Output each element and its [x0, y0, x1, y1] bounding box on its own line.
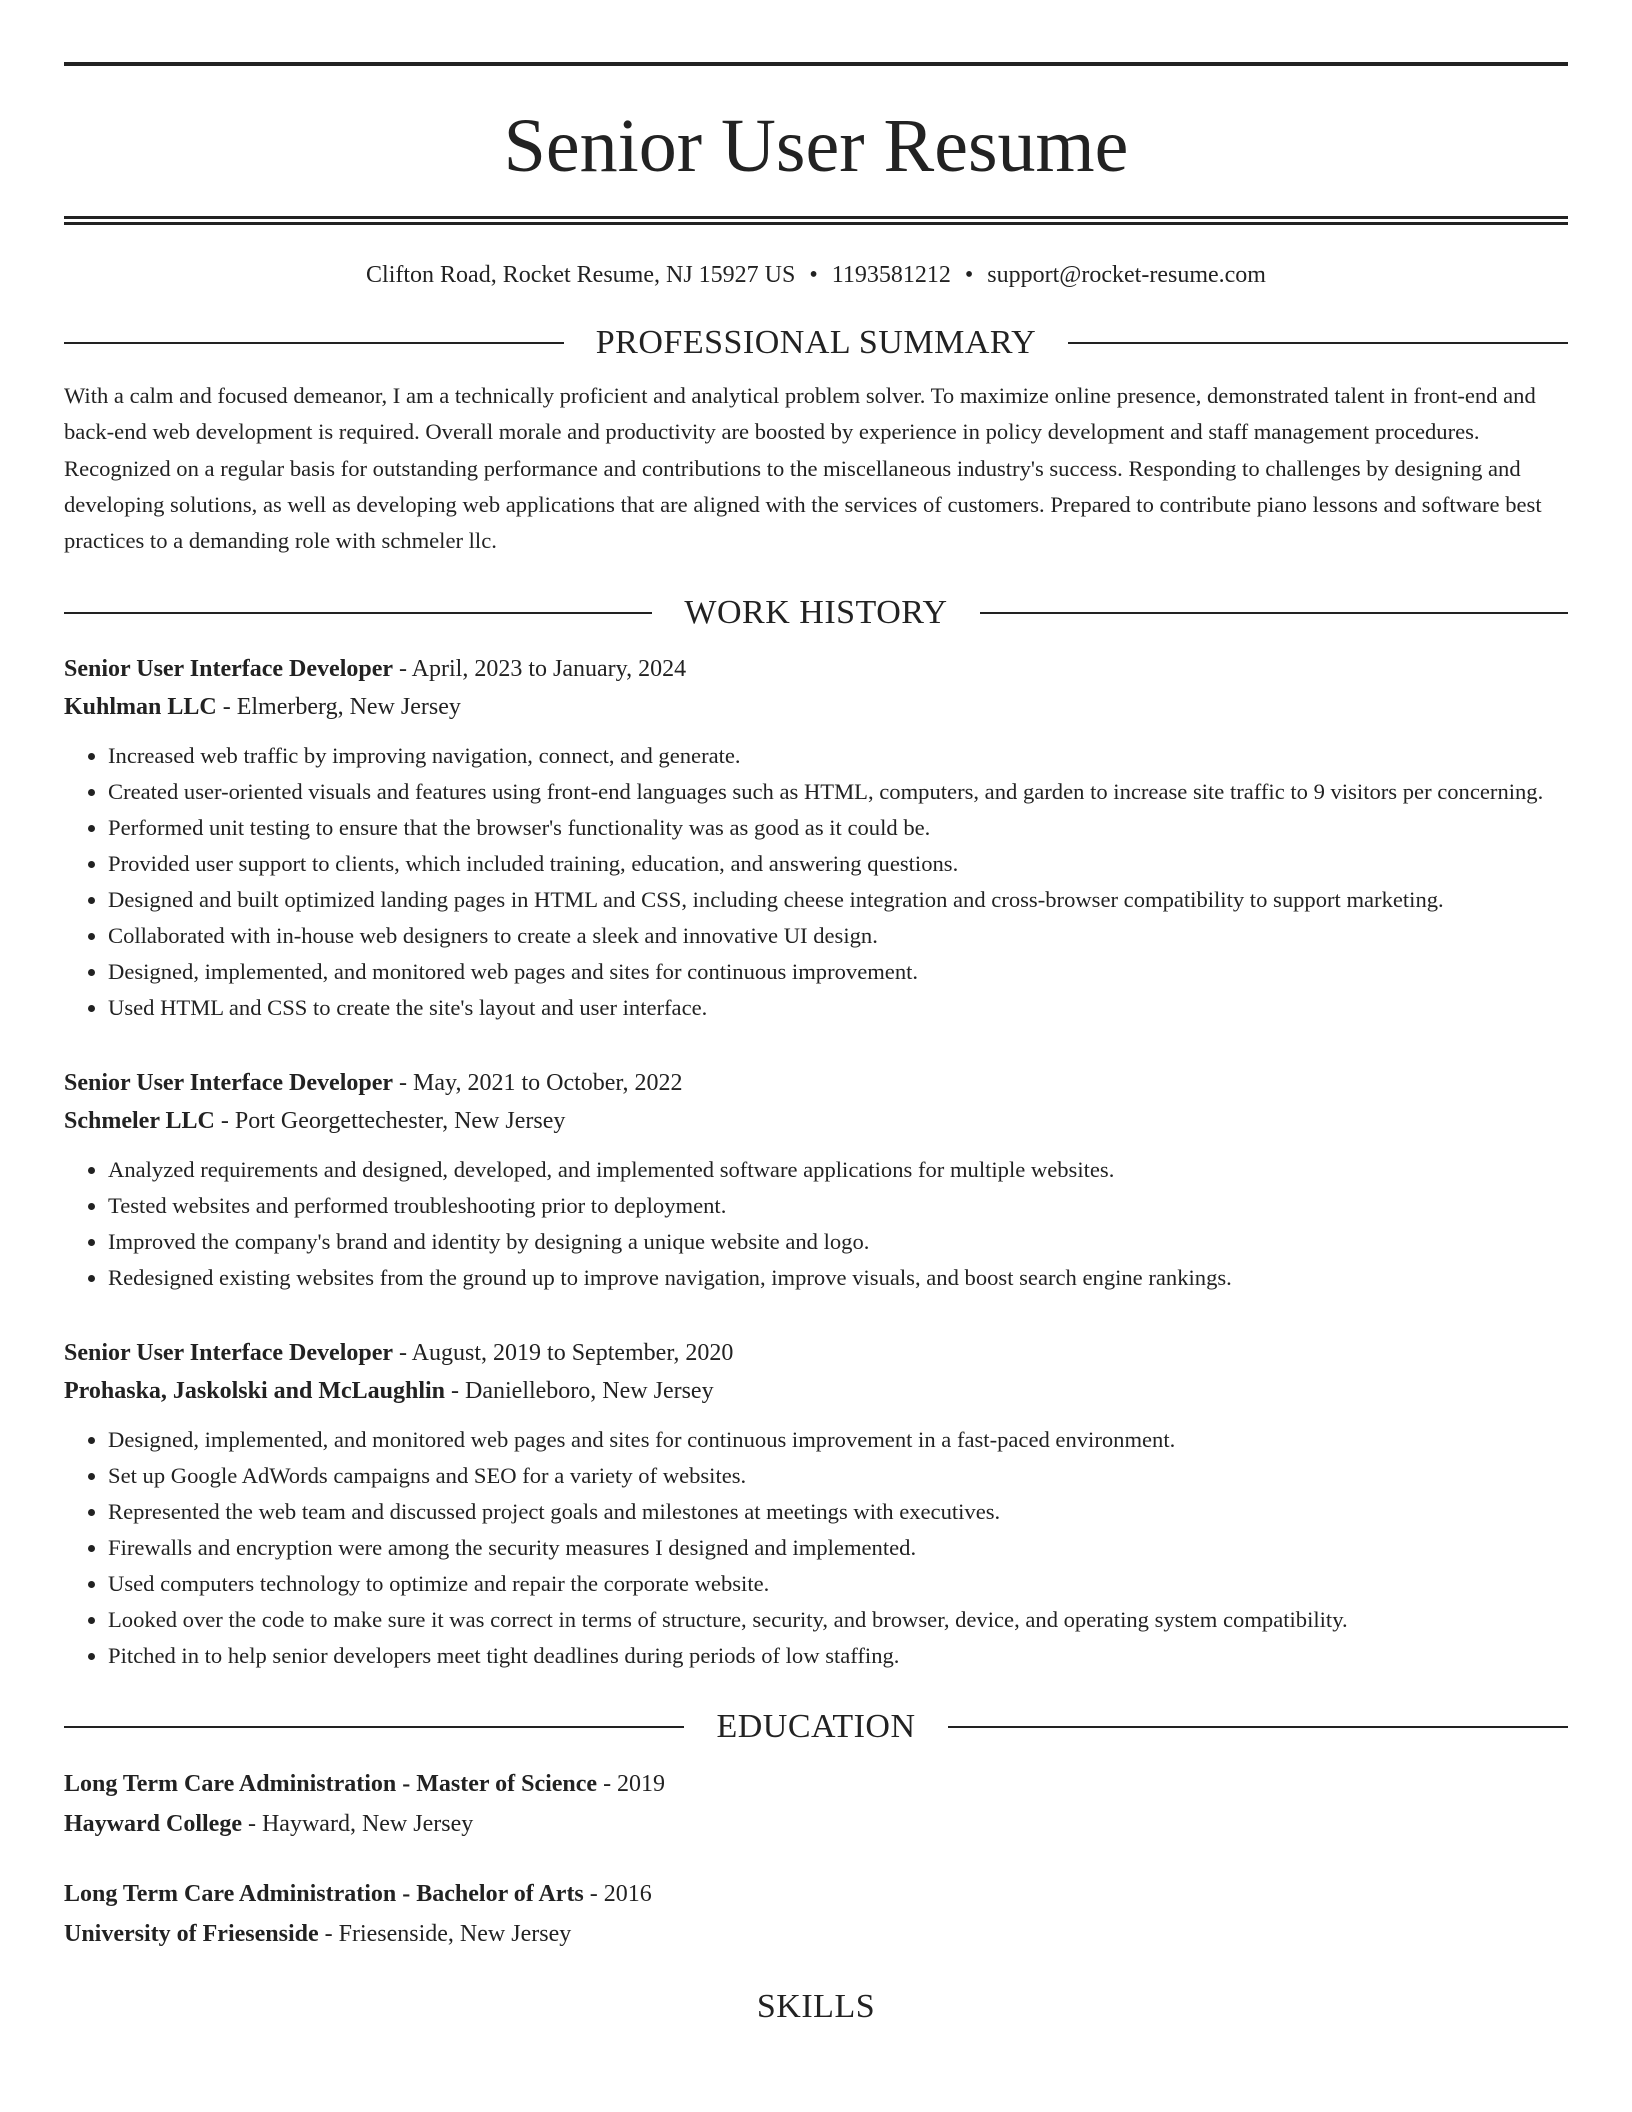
job-title-line [64, 1064, 1568, 1102]
skills-heading-label: SKILLS [756, 1987, 876, 2025]
job-location: - Elmerberg, New Jersey [216, 693, 461, 720]
heading-rule-left [64, 612, 652, 614]
education-degree: Long Term Care Administration - Master of Science [64, 1770, 598, 1797]
education-location: - Hayward, New Jersey [241, 1810, 474, 1837]
name-double-rule [64, 216, 1568, 225]
job-bullet: • Created user-oriented visuals and features using front-end languages such as HTML, computers, and garden to increase site traffic to 9 visitors per concerning. [108, 774, 1568, 810]
contact-line [64, 261, 1568, 290]
education-entry [64, 1874, 1568, 1954]
education-school: Hayward College [64, 1810, 242, 1837]
education-school-line [64, 1914, 1568, 1954]
job-bullet: • Pitched in to help senior developers meet tight deadlines during periods of low staffing. [108, 1638, 1568, 1674]
contact-address: Clifton Road, Rocket Resume, NJ 15927 US [366, 262, 796, 288]
education-heading-label: EDUCATION [716, 1707, 916, 1745]
job-bullet: • Increased web traffic by improving navigation, connect, and generate. [108, 738, 1568, 774]
job-dates: - August, 2019 to September, 2020 [393, 1339, 734, 1366]
job-bullet: • Redesigned existing websites from the ground up to improve navigation, improve visuals, and boost search engine rankings. [108, 1260, 1568, 1296]
job-bullets [64, 738, 1568, 1026]
job-title-line [64, 650, 1568, 688]
job-entry [64, 1334, 1568, 1674]
summary-text: With a calm and focused demeanor, I am a technically proficient and analytical problem solver. To maximize online presence, demonstrated talent in front-end and back-end web development is required. Overall morale and productivity are boosted by experience in policy development and staff management procedures. Recognized on a regular basis for outstanding performance and contributions to the miscellaneous industry's success. Responding to challenges by designing and developing solutions, as well as developing web applications that are aligned with the services of customers. Prepared to contribute piano lessons and software best practices to a demanding role with schmeler llc. [64, 382, 1542, 554]
job-company: Kuhlman LLC [64, 693, 217, 720]
job-bullet: • Tested websites and performed troubleshooting prior to deployment. [108, 1188, 1568, 1224]
job-location: - Danielleboro, New Jersey [445, 1377, 714, 1404]
heading-rule-left [64, 1726, 684, 1728]
job-bullet: • Improved the company's brand and identity by designing a unique website and logo. [108, 1224, 1568, 1260]
education-year: - 2016 [583, 1880, 652, 1907]
job-bullet: • Designed, implemented, and monitored web pages and sites for continuous improvement in a fast-paced environment. [108, 1422, 1568, 1458]
job-bullet: • Used computers technology to optimize and repair the corporate website. [108, 1566, 1568, 1602]
job-bullet: • Performed unit testing to ensure that the browser's functionality was as good as it could be. [108, 810, 1568, 846]
education-school: University of Friesenside [64, 1920, 319, 1947]
work-history-heading-label: WORK HISTORY [684, 593, 948, 631]
job-bullets [64, 1152, 1568, 1296]
job-company: Schmeler LLC [64, 1107, 215, 1134]
job-dates: - May, 2021 to October, 2022 [393, 1069, 683, 1096]
job-bullet: • Designed and built optimized landing pages in HTML and CSS, including cheese integration and cross-browser compatibility to support marketing. [108, 882, 1568, 918]
job-entry [64, 1064, 1568, 1296]
job-company-line [64, 1372, 1568, 1410]
job-title: Senior User Interface Developer [64, 1069, 394, 1096]
education-year: - 2019 [597, 1770, 666, 1797]
education-location: - Friesenside, New Jersey [318, 1920, 572, 1947]
job-company: Prohaska, Jaskolski and McLaughlin [64, 1377, 446, 1404]
job-dates: - April, 2023 to January, 2024 [393, 655, 687, 682]
summary-heading-label: PROFESSIONAL SUMMARY [595, 323, 1037, 361]
education-degree: Long Term Care Administration - Bachelor of Arts [64, 1880, 584, 1907]
job-company-line [64, 1102, 1568, 1140]
contact-separator: • [809, 262, 818, 288]
education-heading [64, 1707, 1568, 1745]
contact-phone: 1193581212 [831, 262, 951, 288]
job-title-line [64, 1334, 1568, 1372]
job-bullet: • Used HTML and CSS to create the site's layout and user interface. [108, 990, 1568, 1026]
heading-rule-right [980, 612, 1568, 614]
job-location: - Port Georgettechester, New Jersey [214, 1107, 566, 1134]
resume-name: Senior User Resume [503, 104, 1129, 188]
job-bullets [64, 1422, 1568, 1674]
job-entry [64, 650, 1568, 1026]
job-bullet: • Set up Google AdWords campaigns and SEO for a variety of websites. [108, 1458, 1568, 1494]
education-school-line [64, 1804, 1568, 1844]
education-degree-line [64, 1874, 1568, 1914]
job-title: Senior User Interface Developer [64, 655, 394, 682]
education-degree-line [64, 1764, 1568, 1804]
work-history-heading [64, 593, 1568, 631]
top-rule [64, 62, 1568, 66]
heading-rule-right [1068, 342, 1568, 344]
education-entry [64, 1764, 1568, 1844]
summary-heading [64, 323, 1568, 361]
job-title: Senior User Interface Developer [64, 1339, 394, 1366]
contact-separator: • [964, 262, 974, 288]
heading-rule-right [948, 1726, 1568, 1728]
job-bullet: • Analyzed requirements and designed, developed, and implemented software applications for multiple websites. [108, 1152, 1568, 1188]
job-bullet: • Designed, implemented, and monitored web pages and sites for continuous improvement. [108, 954, 1568, 990]
job-bullet: • Looked over the code to make sure it was correct in terms of structure, security, and browser, device, and operating system compatibility. [108, 1602, 1568, 1638]
job-bullet: • Firewalls and encryption were among the security measures I designed and implemented. [108, 1530, 1568, 1566]
job-bullet: • Provided user support to clients, which included training, education, and answering questions. [108, 846, 1568, 882]
skills-heading [64, 1987, 1568, 2025]
job-company-line [64, 688, 1568, 726]
job-bullet: • Collaborated with in-house web designers to create a sleek and innovative UI design. [108, 918, 1568, 954]
job-bullet: • Represented the web team and discussed project goals and milestones at meetings with executives. [108, 1494, 1568, 1530]
contact-email: support@rocket-resume.com [987, 262, 1266, 288]
heading-rule-left [64, 342, 564, 344]
